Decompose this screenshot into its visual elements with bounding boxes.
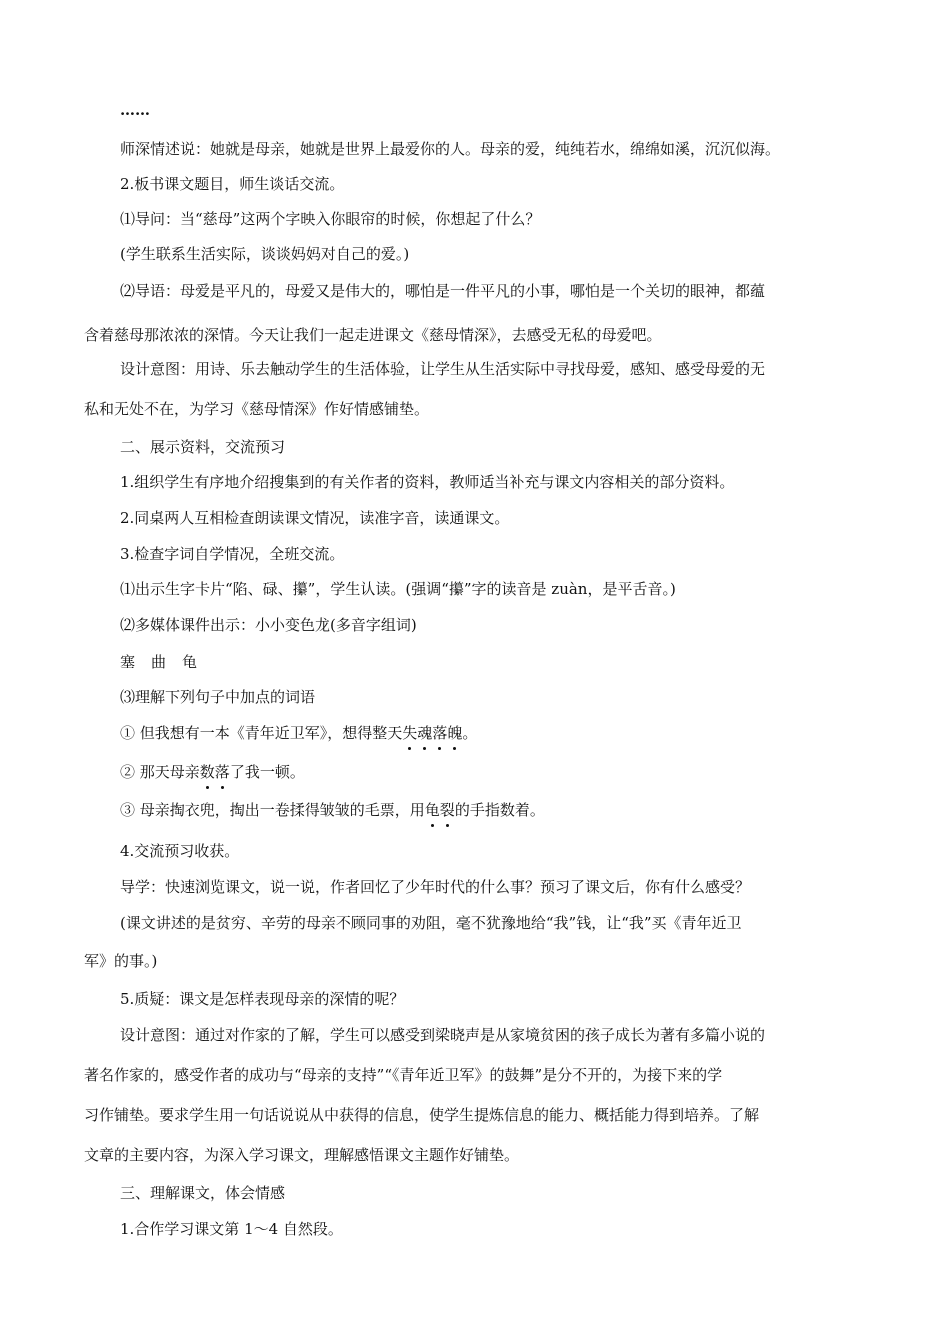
dotted-char: 魂	[417, 724, 433, 742]
dotted-char: 龟	[424, 801, 440, 819]
dotted-char: 魄	[447, 724, 463, 742]
text-line: ⑵多媒体课件出示：小小变色龙(多音字组词)	[120, 616, 417, 634]
text-line: 私和无处不在，为学习《慈母情深》作好情感铺垫。	[84, 400, 430, 418]
text-line: ⑴导问：当“慈母”这两个字映入你眼帘的时候，你想起了什么？	[120, 210, 541, 228]
text-line: 4.交流预习收获。	[120, 842, 240, 860]
text-line: 习作铺垫。要求学生用一句话说说从中获得的信息，使学生提炼信息的能力、概括能力得到培养。了解	[84, 1106, 760, 1124]
text-line: 设计意图：用诗、乐去触动学生的生活体验，让学生从生活实际中寻找母爱，感知、感受母爱的无	[120, 360, 766, 378]
text-line: 师深情述说：她就是母亲，她就是世界上最爱你的人。母亲的爱，纯纯若水，绵绵如溪，沉沉似海。	[120, 140, 781, 158]
sentence-text: ② 那天母亲	[120, 763, 200, 781]
dotted-char: 落	[214, 763, 230, 781]
text-line: ⑵导语：母爱是平凡的，母爱又是伟大的，哪怕是一件平凡的小事，哪怕是一个关切的眼神，都蕴	[120, 282, 766, 300]
dotted-char: 落	[432, 724, 448, 742]
text-line: (学生联系生活实际，谈谈妈妈对自己的爱。)	[120, 245, 410, 263]
text-line: ⑶理解下列句子中加点的词语	[120, 688, 316, 706]
example-sentence-2	[120, 761, 305, 783]
dotted-word	[200, 763, 230, 781]
dotted-char: 失	[402, 724, 418, 742]
sentence-text: 了我一顿。	[229, 763, 305, 781]
text-line: 2.板书课文题目，师生谈话交流。	[120, 175, 345, 193]
dotted-char: 裂	[439, 801, 455, 819]
example-sentence-3	[120, 799, 545, 821]
polyphone-chars: 塞曲龟	[120, 653, 214, 671]
sentence-text: 。	[462, 724, 478, 742]
text-line: 3.检查字词自学情况，全班交流。	[120, 545, 345, 563]
sentence-text: ③ 母亲掏衣兜，掏出一卷揉得皱皱的毛票，用	[120, 801, 425, 819]
dotted-word	[402, 724, 462, 742]
text-line: 1.组织学生有序地介绍搜集到的有关作者的资料，教师适当补充与课文内容相关的部分资料。	[120, 473, 735, 491]
dotted-word	[425, 801, 455, 819]
text-line: 著名作家的，感受作者的成功与“母亲的支持”“《青年近卫军》的鼓舞”是分不开的，为接下来的学	[84, 1066, 723, 1084]
text-line: 2.同桌两人互相检查朗读课文情况，读准字音，读通课文。	[120, 509, 510, 527]
dotted-char: 数	[199, 763, 215, 781]
section-heading: 三、理解课文，体会情感	[120, 1184, 286, 1202]
ellipsis-line: ……	[120, 101, 150, 119]
example-sentence-1	[120, 722, 477, 744]
text-line: 文章的主要内容，为深入学习课文，理解感悟课文主题作好铺垫。	[84, 1146, 520, 1164]
text-line: 导学：快速浏览课文，说一说，作者回忆了少年时代的什么事？预习了课文后，你有什么感受？	[120, 878, 751, 896]
text-line: 5.质疑：课文是怎样表现母亲的深情的呢？	[120, 990, 405, 1008]
text-line: ⑴出示生字卡片“陷、碌、攥”，学生认读。(强调“攥”字的读音是 zuàn，是平舌音。)	[120, 580, 676, 598]
sentence-text: ① 但我想有一本《青年近卫军》，想得整天	[120, 724, 403, 742]
sentence-text: 的手指数着。	[454, 801, 545, 819]
section-heading: 二、展示资料，交流预习	[120, 438, 286, 456]
text-line: 设计意图：通过对作家的了解，学生可以感受到梁晓声是从家境贫困的孩子成长为著有多篇小说的	[120, 1026, 766, 1044]
text-line: 1.合作学习课文第 1～4 自然段。	[120, 1220, 343, 1238]
text-line: 含着慈母那浓浓的深情。今天让我们一起走进课文《慈母情深》，去感受无私的母爱吧。	[84, 326, 662, 344]
text-line: (课文讲述的是贫穷、辛劳的母亲不顾同事的劝阻，毫不犹豫地给“我”钱，让“我”买《青年近卫	[120, 914, 742, 932]
text-line: 军》的事。)	[84, 952, 158, 970]
